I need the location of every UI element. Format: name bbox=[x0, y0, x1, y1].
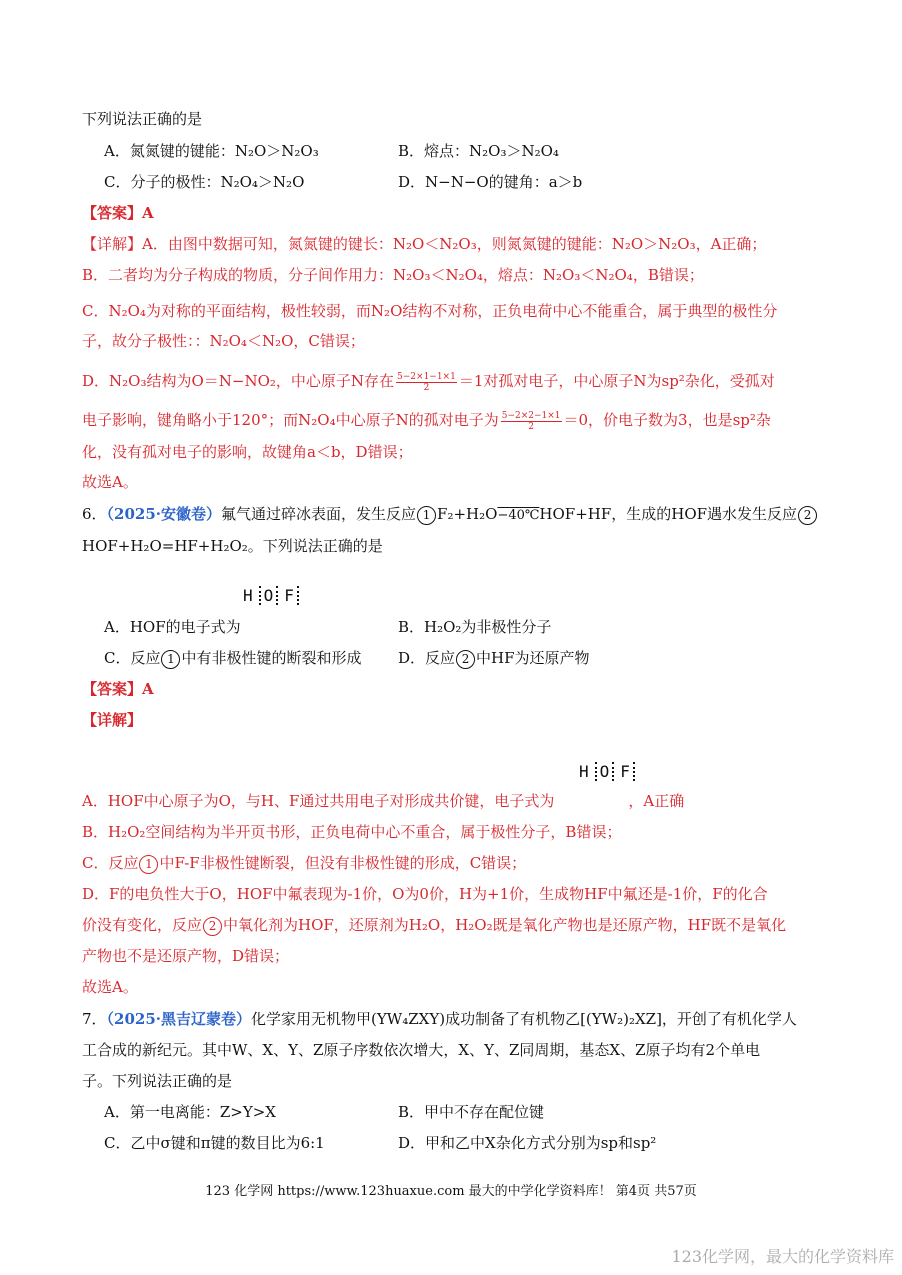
q7-option-c[interactable]: C．乙中σ键和π键的数目比为6:1 bbox=[104, 1134, 325, 1152]
q5-detail-1: 【详解】A．由图中数据可知，氮氮键的键长：N₂O＜N₂O₃，则氮氮键的键能：N₂O＞N₂O₃，A正确； bbox=[82, 235, 767, 253]
q5-detail-2: B．二者均为分子构成的物质，分子间作用力：N₂O₃＜N₂O₄，熔点：N₂O₃＜N₂O₄，B错误； bbox=[82, 266, 704, 284]
q6-conclusion: 故选A。 bbox=[82, 978, 138, 996]
q5-option-c[interactable]: C．分子的极性：N₂O₄＞N₂O bbox=[104, 173, 305, 191]
q6-option-a[interactable]: A．HOF的电子式为 bbox=[104, 618, 241, 636]
page-footer: 123 化学网 https://www.123huaxue.com 最大的中学化学资料库！ 第4页 共57页 bbox=[205, 1184, 697, 1199]
q5-option-d[interactable]: D．N−N−O的键角：a＞b bbox=[398, 173, 583, 191]
q7-stem-line3: 子。下列说法正确的是 bbox=[82, 1072, 233, 1090]
fraction-lone-pairs-n2o3: $\frac{5-2\times 1-1\times 1}{2}$ bbox=[397, 371, 456, 393]
reaction-2-marker: 2 bbox=[798, 506, 817, 525]
q6-option-d[interactable]: D．反应 2 中HF为还原产物 bbox=[398, 649, 590, 667]
q6-answer: 【答案】A bbox=[82, 680, 154, 698]
reaction-1-marker: 1 bbox=[417, 506, 436, 525]
q7-option-b[interactable]: B．甲中不存在配位键 bbox=[398, 1103, 545, 1121]
q6-detail-label: 【详解】 bbox=[82, 711, 143, 729]
q5-option-a[interactable]: A．氮氮键的键能：N₂O＞N₂O₃ bbox=[104, 142, 319, 160]
q5-detail-4: 子，故分子极性：：N₂O₄＜N₂O，C错误； bbox=[82, 332, 365, 350]
reaction-condition: −40℃ bbox=[497, 508, 540, 523]
fraction-lone-pairs-n2o4: $\frac{5-2\times 2-1\times 1}{2}$ bbox=[501, 410, 561, 432]
q6-detail-2: B．H₂O₂空间结构为半开页书形，正负电荷中心不重合，属于极性分子，B错误； bbox=[82, 823, 622, 841]
q6-stem-line2: HOF+H₂O=HF+H₂O₂。下列说法正确的是 bbox=[82, 537, 383, 555]
q7-stem-line2: 工合成的新纪元。其中W、X、Y、Z原子序数依次增大，X、Y、Z同周期，基态X、Z原子均有2个单电 bbox=[82, 1041, 761, 1059]
q7-option-a[interactable]: A．第一电离能：Z>Y>X bbox=[104, 1103, 276, 1121]
q5-detail-6: 电子影响，键角略小于120°；而N₂O₄中心原子N的孤对电子为 $\frac{5-2\times 2-1\times 1}{2}$ ＝0，价电子数为3，也是sp²杂 bbox=[82, 410, 771, 432]
q5-conclusion: 故选A。 bbox=[82, 473, 138, 491]
q6-source: （2025·安徽卷） bbox=[106, 505, 222, 523]
hof-lewis-structure-answer: H O F bbox=[576, 762, 638, 781]
q7-option-d[interactable]: D．甲和乙中X杂化方式分别为sp和sp² bbox=[398, 1134, 657, 1152]
q6-detail-4: D．F的电负性大于O，HOF中氟表现为-1价，O为0价，H为+1价，生成物HF中氟还是-1价，F的化合 bbox=[82, 885, 768, 903]
q6-stem-line1: 6．（2025·安徽卷）氟气通过碎冰表面，发生反应 1 F₂+H₂O−40℃HOF+HF，生成的HOF遇水发生反应 2 bbox=[82, 503, 818, 527]
q6-detail-3: C．反应 1 中F-F非极性键断裂，但没有非极性键的形成，C错误； bbox=[82, 854, 527, 872]
q5-stem: 下列说法正确的是 bbox=[82, 110, 203, 128]
q6-detail-5: 价没有变化，反应 2 中氧化剂为HOF，还原剂为H₂O，H₂O₂既是氧化产物也是还原产物，HF既不是氧化 bbox=[82, 916, 787, 934]
q7-source: （2025·黑吉辽蒙卷） bbox=[106, 1010, 252, 1028]
q5-detail-5: D．N₂O₃结构为O＝N−NO₂，中心原子N存在 $\frac{5-2\times 1-1\times 1}{2}$ ＝1对孤对电子，中心原子N为sp²杂化，受孤对 bbox=[82, 371, 775, 393]
q5-detail-7: 化，没有孤对电子的影响，故键角a＜b，D错误； bbox=[82, 443, 413, 461]
q5-option-b[interactable]: B．熔点：N₂O₃＞N₂O₄ bbox=[398, 142, 559, 160]
q6-option-b[interactable]: B．H₂O₂为非极性分子 bbox=[398, 618, 552, 636]
q6-detail-1: A．HOF中心原子为O，与H、F通过共用电子对形成共价键，电子式为 ，A正确 bbox=[82, 792, 685, 810]
q7-stem-line1: 7．（2025·黑吉辽蒙卷）化学家用无机物甲(YW₄ZXY)成功制备了有机物乙[(YW₂)₂XZ]，开创了有机化学人 bbox=[82, 1010, 797, 1028]
q5-answer: 【答案】A bbox=[82, 204, 154, 222]
q5-detail-3: C．N₂O₄为对称的平面结构，极性较弱，而N₂O结构不对称，正负电荷中心不能重合，属于典型的极性分 bbox=[82, 302, 778, 320]
watermark: 123化学网，最大的化学资料库 bbox=[671, 1247, 894, 1266]
hof-lewis-structure: H O F bbox=[240, 586, 302, 605]
q6-option-c[interactable]: C．反应 1 中有非极性键的断裂和形成 bbox=[104, 649, 362, 667]
q6-detail-6: 产物也不是还原产物，D错误； bbox=[82, 947, 290, 965]
